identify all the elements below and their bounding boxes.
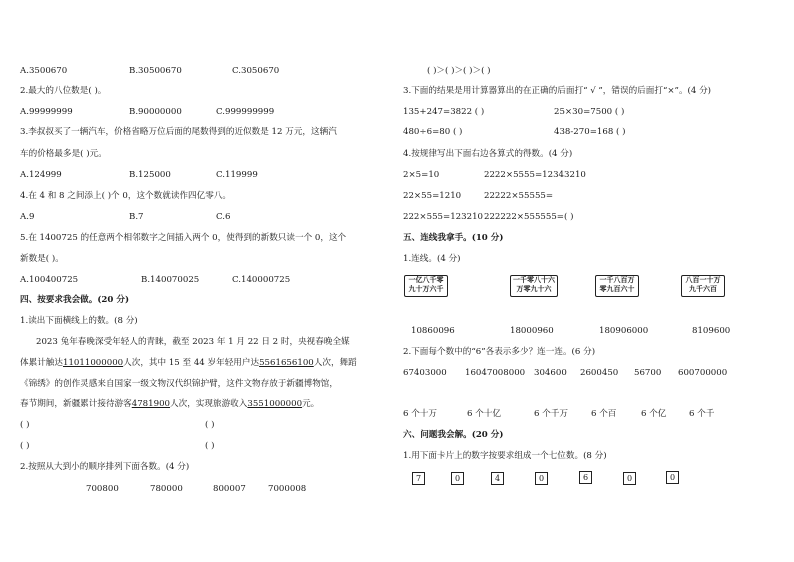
place-value[interactable]: 6 个十亿 <box>467 409 501 419</box>
underlined-number: 5561656100 <box>259 358 314 368</box>
place-value[interactable]: 6 个十万 <box>403 409 437 419</box>
box-text: 一千零八十六 <box>513 276 555 284</box>
box-text: 九十万六千 <box>408 285 444 293</box>
sort-number: 780000 <box>150 484 183 494</box>
option-a: A.99999999 <box>20 107 73 117</box>
calc-item[interactable]: 135+247=3822 ( ) <box>403 107 485 117</box>
passage-text: 人次，实现旅游收入 <box>170 399 248 409</box>
option-a: A.3500670 <box>20 66 68 76</box>
s5-question-1: 1.连线。(4 分) <box>403 254 461 264</box>
passage-text: 人次，其中 15 至 44 岁年轻用户达 <box>123 358 260 368</box>
place-value[interactable]: 6 个亿 <box>641 409 667 419</box>
sort-number: 700800 <box>86 484 119 494</box>
pattern-item: 222×555=123210 <box>403 212 484 222</box>
digit-card: 0 <box>666 471 679 484</box>
passage-line-4 <box>20 400 319 409</box>
option-b: B.30500670 <box>129 66 182 76</box>
option-c: C.6 <box>216 212 231 222</box>
box-text: 九千六百 <box>689 285 717 293</box>
question-3-line1: 3.李叔叔买了一辆汽车，价格省略万位后面的尾数得到的近似数是 12 万元，这辆汽 <box>20 127 337 137</box>
calc-item[interactable]: 480÷6=80 ( ) <box>403 127 463 137</box>
r-question-3: 3.下面的结果是用计算器算出的在正确的后面打“ √ ”，错误的后面打“×”。(4 分) <box>403 86 712 96</box>
section-5-title: 五、连线我拿手。(10 分) <box>403 233 504 243</box>
option-a: A.124999 <box>20 170 62 180</box>
match-number[interactable]: 10860096 <box>411 326 455 336</box>
box-text: 一亿八千零 <box>408 276 444 284</box>
answer-blank[interactable]: ( ) <box>205 420 215 430</box>
place-value[interactable]: 6 个百 <box>591 409 617 419</box>
digit-card: 0 <box>623 472 636 485</box>
option-c: C.999999999 <box>216 107 275 117</box>
s5-question-2: 2.下面每个数中的“6”各表示多少？连一连。(6 分) <box>403 347 596 357</box>
passage-text: 春节期间，新疆累计接待游客 <box>20 399 132 409</box>
pattern-item[interactable]: 222222×555555=( ) <box>484 212 574 222</box>
calc-item[interactable]: 25×30=7500 ( ) <box>554 107 625 117</box>
match-box[interactable] <box>510 275 558 297</box>
question-3-line2: 车的价格最多是( )元。 <box>20 149 107 159</box>
option-c: C.119999 <box>216 170 258 180</box>
option-c: C.140000725 <box>232 275 291 285</box>
digit-number[interactable]: 2600450 <box>580 368 619 378</box>
option-b: B.140070025 <box>141 275 200 285</box>
option-a: A.100400725 <box>20 275 79 285</box>
pattern-item: 2×5=10 <box>403 170 440 180</box>
underlined-number: 4781900 <box>131 399 171 409</box>
box-text: 八百一十万 <box>685 276 721 284</box>
s4-question-1: 1.读出下面横线上的数。(8 分) <box>20 316 138 326</box>
box-text: 零九百六十 <box>599 285 635 293</box>
underlined-number: 11011000000 <box>62 358 124 368</box>
compare-blanks[interactable]: ( )＞( )＞( )＞( ) <box>427 66 491 76</box>
passage-text: 元。 <box>302 399 320 409</box>
digit-card: 6 <box>579 471 592 484</box>
pattern-item: 2222×5555=12343210 <box>484 170 586 180</box>
calc-item[interactable]: 438-270=168 ( ) <box>554 127 626 137</box>
sort-number: 7000008 <box>268 484 307 494</box>
question-2: 2.最大的八位数是( )。 <box>20 86 107 96</box>
passage-text: 体累计触达 <box>20 358 63 368</box>
digit-number[interactable]: 56700 <box>634 368 662 378</box>
question-4: 4.在 4 和 8 之间添上( )个 0，这个数就读作四亿零八。 <box>20 191 231 201</box>
box-text: 一千八百万 <box>599 276 635 284</box>
s6-question-1: 1.用下面卡片上的数字按要求组成一个七位数。(8 分) <box>403 451 607 461</box>
match-box[interactable] <box>681 275 725 297</box>
passage-line-1: 2023 兔年春晚深受年轻人的青睐，截至 2023 年 1 月 22 日 2 时，央视春晚全媒 <box>36 337 350 347</box>
digit-card: 7 <box>412 472 425 485</box>
digit-number[interactable]: 600700000 <box>678 368 728 378</box>
answer-blank[interactable]: ( ) <box>20 420 30 430</box>
digit-card: 0 <box>451 472 464 485</box>
match-number[interactable]: 8109600 <box>692 326 731 336</box>
question-5-line1: 5.在 1400725 的任意两个相邻数字之间插入两个 0，使得到的新数只读一个 0，这个 <box>20 233 347 243</box>
option-b: B.7 <box>129 212 144 222</box>
place-value[interactable]: 6 个千万 <box>534 409 568 419</box>
s4-question-2: 2.按照从大到小的顺序排列下面各数。(4 分) <box>20 462 190 472</box>
match-box[interactable] <box>595 275 639 297</box>
r-question-4: 4.按规律写出下面右边各算式的得数。(4 分) <box>403 149 573 159</box>
passage-line-2 <box>20 359 357 368</box>
section-4-title: 四、按要求我会做。(20 分) <box>20 295 130 305</box>
box-text: 万零九十六 <box>516 285 552 293</box>
digit-number[interactable]: 304600 <box>534 368 567 378</box>
option-a: A.9 <box>20 212 35 222</box>
answer-blank[interactable]: ( ) <box>20 441 30 451</box>
place-value[interactable]: 6 个千 <box>689 409 715 419</box>
digit-number[interactable]: 16047008000 <box>465 368 526 378</box>
question-5-line2: 新数是( )。 <box>20 254 64 264</box>
digit-card: 4 <box>491 472 504 485</box>
option-c: C.3050670 <box>232 66 280 76</box>
passage-text: 人次，舞蹈 <box>313 358 357 368</box>
option-b: B.90000000 <box>129 107 182 117</box>
sort-number: 800007 <box>213 484 246 494</box>
digit-number[interactable]: 67403000 <box>403 368 447 378</box>
answer-blank[interactable]: ( ) <box>205 441 215 451</box>
digit-card: 0 <box>535 472 548 485</box>
match-number[interactable]: 18000960 <box>510 326 554 336</box>
section-6-title: 六、问题我会解。(20 分) <box>403 430 504 440</box>
underlined-number: 3551000000 <box>247 399 303 409</box>
match-number[interactable]: 180906000 <box>599 326 649 336</box>
pattern-item: 22222×55555= <box>484 191 554 201</box>
option-b: B.125000 <box>129 170 171 180</box>
match-box[interactable] <box>404 275 448 297</box>
passage-line-3: 《锦绣》的创作灵感来自国家一级文物汉代织锦护臂，这件文物存放于新疆博物馆， <box>20 379 338 389</box>
pattern-item: 22×55=1210 <box>403 191 462 201</box>
